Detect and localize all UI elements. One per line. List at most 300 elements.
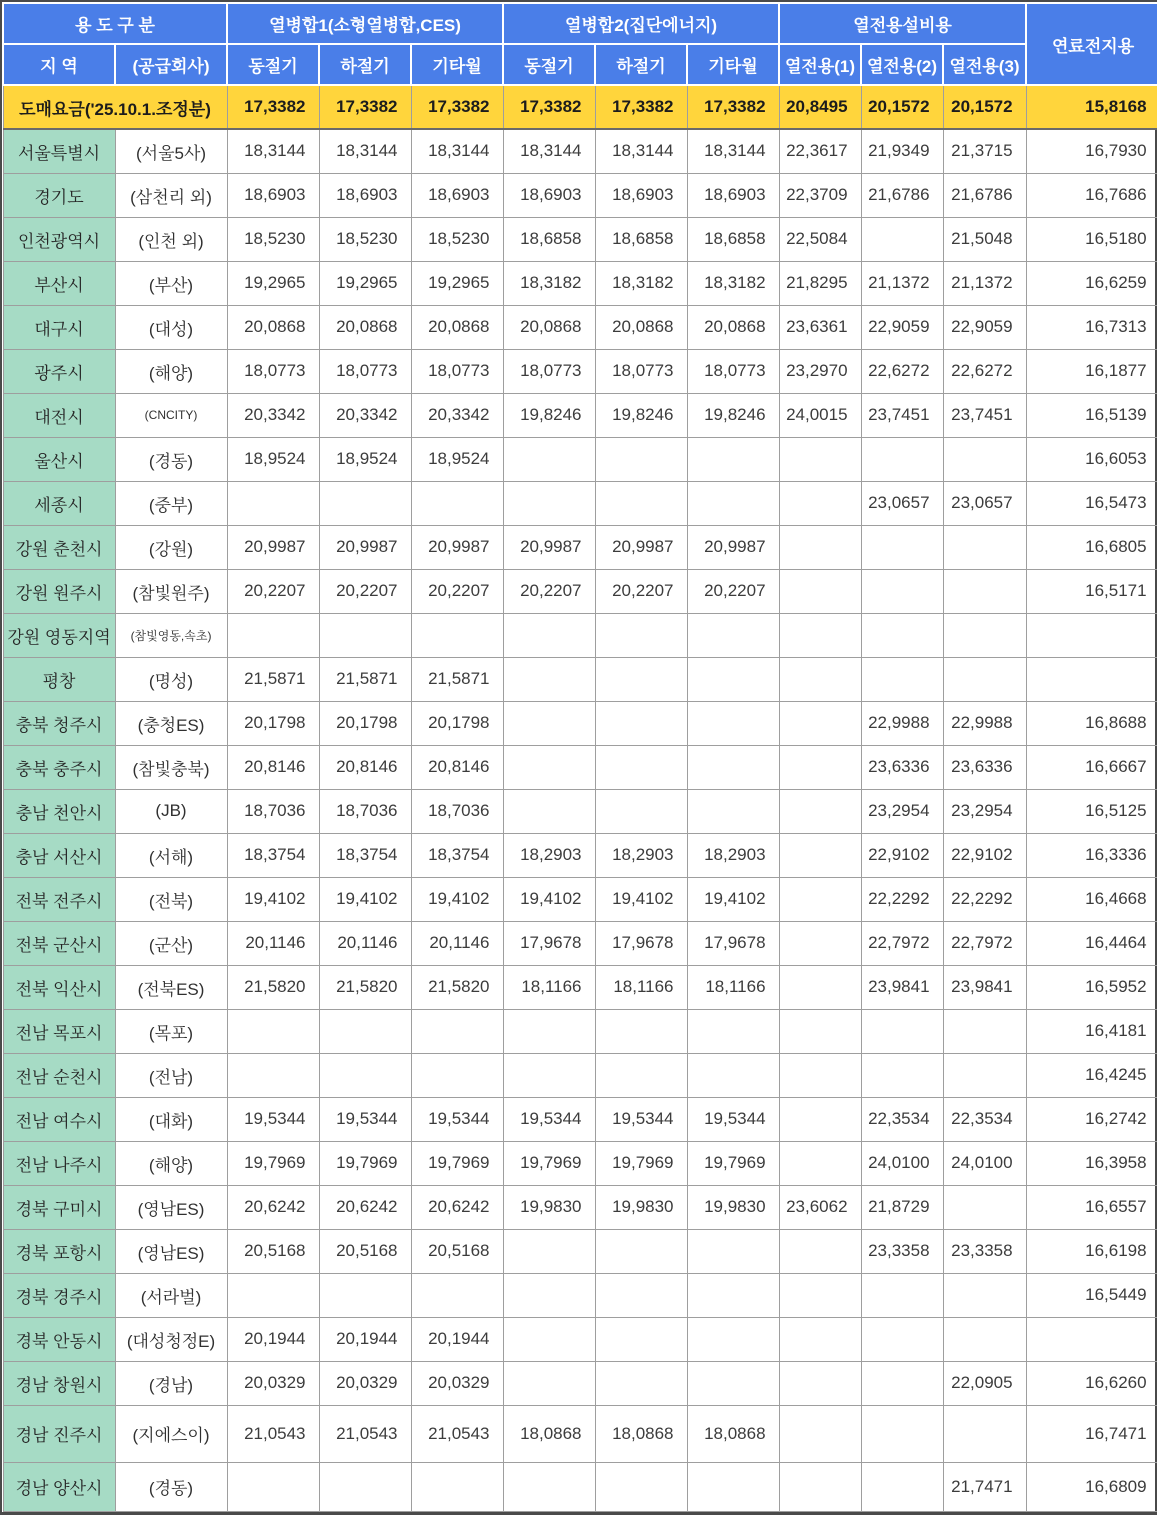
supplier-cell: (군산) [115,921,227,965]
value-cell: 22,7972 [943,921,1026,965]
value-cell: 16,4181 [1026,1009,1157,1053]
table-header [3,3,1157,85]
value-cell: 20,1146 [411,921,503,965]
value-cell: 18,3144 [687,129,779,173]
value-cell [687,481,779,525]
value-cell: 16,2742 [1026,1097,1157,1141]
table-row [3,1405,1157,1462]
value-cell: 18,6903 [503,173,595,217]
value-cell: 18,3144 [319,129,411,173]
value-cell [503,437,595,481]
value-cell [319,1273,411,1317]
region-cell: 강원 영동지역 [3,613,115,657]
value-cell: 20,0329 [227,1361,319,1405]
value-cell [595,437,687,481]
value-cell: 20,0868 [319,305,411,349]
value-cell [595,1229,687,1273]
value-cell [503,613,595,657]
value-cell: 20,5168 [227,1229,319,1273]
value-cell [687,437,779,481]
region-cell: 울산시 [3,437,115,481]
value-cell: 21,5871 [319,657,411,701]
table-row [3,261,1157,305]
table-row [3,833,1157,877]
region-header: 지 역 [3,44,115,85]
value-cell [779,1273,861,1317]
value-cell: 21,7471 [943,1462,1026,1511]
value-cell: 18,1166 [503,965,595,1009]
region-cell: 경기도 [3,173,115,217]
region-cell: 대구시 [3,305,115,349]
value-cell: 21,5871 [227,657,319,701]
value-cell: 19,5344 [687,1097,779,1141]
value-cell: 16,7930 [1026,129,1157,173]
value-cell: 19,4102 [319,877,411,921]
value-cell [687,1361,779,1405]
value-cell: 18,6903 [411,173,503,217]
region-cell: 광주시 [3,349,115,393]
value-cell: 23,3358 [861,1229,943,1273]
region-cell: 세종시 [3,481,115,525]
value-cell: 21,5871 [411,657,503,701]
value-cell: 19,9830 [595,1185,687,1229]
value-cell: 16,6260 [1026,1361,1157,1405]
table-row [3,569,1157,613]
value-cell: 17,9678 [687,921,779,965]
supplier-cell: (참빛영동,속초) [115,613,227,657]
table-row [3,173,1157,217]
region-cell: 경북 포항시 [3,1229,115,1273]
value-cell: 19,2965 [319,261,411,305]
value-cell: 20,9987 [319,525,411,569]
value-cell: 17,3382 [319,85,411,129]
value-cell: 17,3382 [687,85,779,129]
table-body [3,85,1157,1511]
value-cell: 18,1166 [595,965,687,1009]
header-group-row [3,3,1157,44]
value-cell: 20,6242 [411,1185,503,1229]
value-cell: 18,3144 [595,129,687,173]
value-cell: 19,7969 [595,1141,687,1185]
supplier-cell: (부산) [115,261,227,305]
value-cell: 23,6062 [779,1185,861,1229]
value-cell [779,525,861,569]
value-cell [411,1462,503,1511]
table-row [3,1361,1157,1405]
value-cell: 19,8246 [595,393,687,437]
value-cell: 17,3382 [227,85,319,129]
table-row [3,481,1157,525]
value-cell: 18,0868 [503,1405,595,1462]
table-row [3,1185,1157,1229]
supplier-cell: (삼천리 외) [115,173,227,217]
value-cell: 18,0773 [411,349,503,393]
supplier-cell: (대성청정E) [115,1317,227,1361]
value-cell: 19,8246 [687,393,779,437]
value-cell: 20,1572 [861,85,943,129]
value-cell: 23,7451 [943,393,1026,437]
chp1-other-header: 기타월 [411,44,503,85]
value-cell: 18,3182 [503,261,595,305]
value-cell: 16,4668 [1026,877,1157,921]
value-cell [595,1053,687,1097]
supplier-cell: (CNCITY) [115,393,227,437]
value-cell: 16,7471 [1026,1405,1157,1462]
value-cell: 20,2207 [411,569,503,613]
value-cell: 18,0868 [687,1405,779,1462]
value-cell: 18,6858 [503,217,595,261]
value-cell [943,437,1026,481]
value-cell [411,1053,503,1097]
value-cell: 19,2965 [411,261,503,305]
supplier-cell: (경동) [115,1462,227,1511]
value-cell: 20,9987 [227,525,319,569]
region-cell: 강원 춘천시 [3,525,115,569]
table-row [3,613,1157,657]
value-cell: 16,4245 [1026,1053,1157,1097]
value-cell: 16,4464 [1026,921,1157,965]
value-cell [687,745,779,789]
value-cell: 17,3382 [595,85,687,129]
value-cell [779,569,861,613]
value-cell [861,1405,943,1462]
value-cell: 18,0773 [227,349,319,393]
value-cell [687,1009,779,1053]
region-cell: 경남 진주시 [3,1405,115,1462]
supplier-cell: (경남) [115,1361,227,1405]
supplier-cell: (지에스이) [115,1405,227,1462]
value-cell [227,1053,319,1097]
value-cell: 22,6272 [943,349,1026,393]
value-cell: 18,6858 [595,217,687,261]
value-cell: 20,1146 [227,921,319,965]
value-cell: 20,2207 [319,569,411,613]
value-cell [943,1009,1026,1053]
region-cell: 전남 순천시 [3,1053,115,1097]
supplier-cell: (중부) [115,481,227,525]
region-cell: 전남 나주시 [3,1141,115,1185]
value-cell [687,1273,779,1317]
value-cell: 18,0773 [319,349,411,393]
value-cell: 20,5168 [411,1229,503,1273]
supplier-cell: (영남ES) [115,1185,227,1229]
value-cell [943,525,1026,569]
value-cell [687,657,779,701]
value-cell [861,657,943,701]
value-cell [503,701,595,745]
value-cell [227,1273,319,1317]
value-cell [779,613,861,657]
value-cell: 18,2903 [503,833,595,877]
value-cell: 20,2207 [595,569,687,613]
value-cell [687,1462,779,1511]
table-row [3,1229,1157,1273]
table-row [3,789,1157,833]
value-cell [411,481,503,525]
value-cell: 18,3754 [411,833,503,877]
value-cell: 19,5344 [319,1097,411,1141]
table-row [3,1317,1157,1361]
value-cell: 18,3144 [503,129,595,173]
region-cell: 강원 원주시 [3,569,115,613]
value-cell: 21,1372 [861,261,943,305]
value-cell [779,789,861,833]
region-cell: 대전시 [3,393,115,437]
value-cell: 22,5084 [779,217,861,261]
table-row [3,965,1157,1009]
value-cell [595,701,687,745]
chp1-summer-header: 하절기 [319,44,411,85]
value-cell: 22,3534 [943,1097,1026,1141]
value-cell: 16,6809 [1026,1462,1157,1511]
value-cell [779,1317,861,1361]
value-cell: 20,1944 [411,1317,503,1361]
value-cell: 19,9830 [687,1185,779,1229]
supplier-header: (공급회사) [115,44,227,85]
region-cell: 충남 천안시 [3,789,115,833]
value-cell: 16,6805 [1026,525,1157,569]
value-cell: 23,6336 [861,745,943,789]
value-cell: 18,6903 [319,173,411,217]
value-cell: 19,5344 [411,1097,503,1141]
value-cell [779,1405,861,1462]
value-cell: 18,2903 [687,833,779,877]
value-cell [503,1009,595,1053]
value-cell [411,1273,503,1317]
value-cell: 16,3958 [1026,1141,1157,1185]
value-cell [943,1185,1026,1229]
chp1-group-header: 열병합1(소형열병합,CES) [227,3,503,44]
value-cell [943,569,1026,613]
value-cell: 20,0868 [687,305,779,349]
value-cell [1026,657,1157,701]
value-cell [779,657,861,701]
supplier-cell: (충청ES) [115,701,227,745]
value-cell: 21,6786 [861,173,943,217]
value-cell: 24,0100 [943,1141,1026,1185]
value-cell: 22,2292 [861,877,943,921]
value-cell: 20,0868 [595,305,687,349]
table-row [3,525,1157,569]
value-cell: 18,0773 [595,349,687,393]
value-cell: 20,9987 [503,525,595,569]
value-cell [503,1462,595,1511]
value-cell [595,789,687,833]
value-cell [503,481,595,525]
value-cell [503,1273,595,1317]
table-row [3,393,1157,437]
value-cell: 23,7451 [861,393,943,437]
value-cell: 20,1944 [227,1317,319,1361]
value-cell: 20,0329 [411,1361,503,1405]
value-cell: 23,9841 [943,965,1026,1009]
value-cell [595,1009,687,1053]
value-cell: 19,4102 [595,877,687,921]
header-sub-row [3,44,1157,85]
value-cell: 18,6903 [687,173,779,217]
value-cell: 22,9102 [861,833,943,877]
value-cell: 20,8146 [227,745,319,789]
value-cell: 18,5230 [319,217,411,261]
value-cell [779,1361,861,1405]
value-cell [319,1462,411,1511]
supplier-cell: (대성) [115,305,227,349]
heat-only-group-header: 열전용설비용 [779,3,1026,44]
value-cell [687,1053,779,1097]
value-cell: 21,0543 [411,1405,503,1462]
chp2-other-header: 기타월 [687,44,779,85]
value-cell [779,701,861,745]
value-cell [595,657,687,701]
value-cell: 22,9059 [943,305,1026,349]
value-cell [861,1273,943,1317]
value-cell: 20,0868 [411,305,503,349]
value-cell: 22,6272 [861,349,943,393]
value-cell: 23,3358 [943,1229,1026,1273]
table-row [3,1462,1157,1511]
value-cell: 16,7686 [1026,173,1157,217]
value-cell: 23,6361 [779,305,861,349]
value-cell [503,657,595,701]
value-cell: 16,5473 [1026,481,1157,525]
value-cell: 19,2965 [227,261,319,305]
table-row [3,657,1157,701]
value-cell: 22,9059 [861,305,943,349]
region-cell: 충북 청주시 [3,701,115,745]
value-cell: 22,3617 [779,129,861,173]
chp2-group-header: 열병합2(집단에너지) [503,3,779,44]
value-cell: 22,9988 [943,701,1026,745]
value-cell [861,613,943,657]
value-cell: 20,1572 [943,85,1026,129]
value-cell: 20,1798 [227,701,319,745]
table-row [3,305,1157,349]
value-cell [943,1317,1026,1361]
supplier-cell: (전남) [115,1053,227,1097]
value-cell [943,1053,1026,1097]
region-cell: 전북 익산시 [3,965,115,1009]
value-cell: 21,5820 [227,965,319,1009]
value-cell [687,1317,779,1361]
value-cell [861,525,943,569]
heat-only-2-header: 열전용(2) [861,44,943,85]
value-cell [779,921,861,965]
table-row [3,437,1157,481]
value-cell [861,217,943,261]
value-cell: 20,9987 [411,525,503,569]
chp2-summer-header: 하절기 [595,44,687,85]
table-row [3,1097,1157,1141]
value-cell [1026,1317,1157,1361]
value-cell: 21,6786 [943,173,1026,217]
value-cell: 16,5125 [1026,789,1157,833]
value-cell [595,1361,687,1405]
value-cell: 23,9841 [861,965,943,1009]
value-cell [319,1053,411,1097]
value-cell [861,437,943,481]
supplier-cell: (서해) [115,833,227,877]
value-cell [1026,613,1157,657]
value-cell: 19,9830 [503,1185,595,1229]
value-cell: 18,0773 [687,349,779,393]
value-cell [779,965,861,1009]
value-cell: 16,5171 [1026,569,1157,613]
value-cell: 17,9678 [595,921,687,965]
value-cell [687,789,779,833]
region-cell: 인천광역시 [3,217,115,261]
value-cell: 18,3182 [595,261,687,305]
value-cell [319,481,411,525]
value-cell: 17,3382 [411,85,503,129]
value-cell: 23,2954 [943,789,1026,833]
region-cell: 충남 서산시 [3,833,115,877]
value-cell: 20,0868 [503,305,595,349]
region-cell: 전북 전주시 [3,877,115,921]
value-cell: 16,6557 [1026,1185,1157,1229]
value-cell [595,1273,687,1317]
value-cell: 16,6198 [1026,1229,1157,1273]
region-cell: 서울특별시 [3,129,115,173]
region-cell: 전남 목포시 [3,1009,115,1053]
value-cell: 18,9524 [227,437,319,481]
value-cell: 16,6053 [1026,437,1157,481]
value-cell [503,1361,595,1405]
value-cell: 19,4102 [227,877,319,921]
value-cell: 21,1372 [943,261,1026,305]
value-cell: 16,8688 [1026,701,1157,745]
supplier-cell: (해양) [115,349,227,393]
value-cell: 24,0015 [779,393,861,437]
value-cell: 17,3382 [503,85,595,129]
value-cell [779,481,861,525]
wholesale-price-row [3,85,1157,129]
chp1-winter-header: 동절기 [227,44,319,85]
value-cell: 19,5344 [503,1097,595,1141]
supplier-cell: (명성) [115,657,227,701]
value-cell [861,1053,943,1097]
value-cell: 21,0543 [319,1405,411,1462]
region-cell: 경북 구미시 [3,1185,115,1229]
value-cell: 18,3754 [319,833,411,877]
wholesale-row-label: 도매요금('25.10.1.조정분) [3,85,227,129]
value-cell: 19,5344 [227,1097,319,1141]
value-cell: 20,0868 [227,305,319,349]
value-cell: 22,2292 [943,877,1026,921]
value-cell: 18,3144 [411,129,503,173]
value-cell: 20,6242 [227,1185,319,1229]
value-cell [779,1009,861,1053]
value-cell [411,1009,503,1053]
value-cell: 21,8729 [861,1185,943,1229]
fuel-cell-header: 연료전지용 [1026,3,1157,85]
table-row [3,217,1157,261]
value-cell: 23,0657 [861,481,943,525]
value-cell: 18,6903 [595,173,687,217]
value-cell [943,1405,1026,1462]
value-cell: 18,0868 [595,1405,687,1462]
value-cell: 15,8168 [1026,85,1157,129]
value-cell [779,437,861,481]
value-cell [503,1229,595,1273]
region-cell: 경남 양산시 [3,1462,115,1511]
supplier-cell: (전북) [115,877,227,921]
value-cell: 19,7969 [503,1141,595,1185]
value-cell [779,745,861,789]
value-cell [687,1229,779,1273]
value-cell: 20,3342 [319,393,411,437]
value-cell [687,701,779,745]
value-cell [319,613,411,657]
